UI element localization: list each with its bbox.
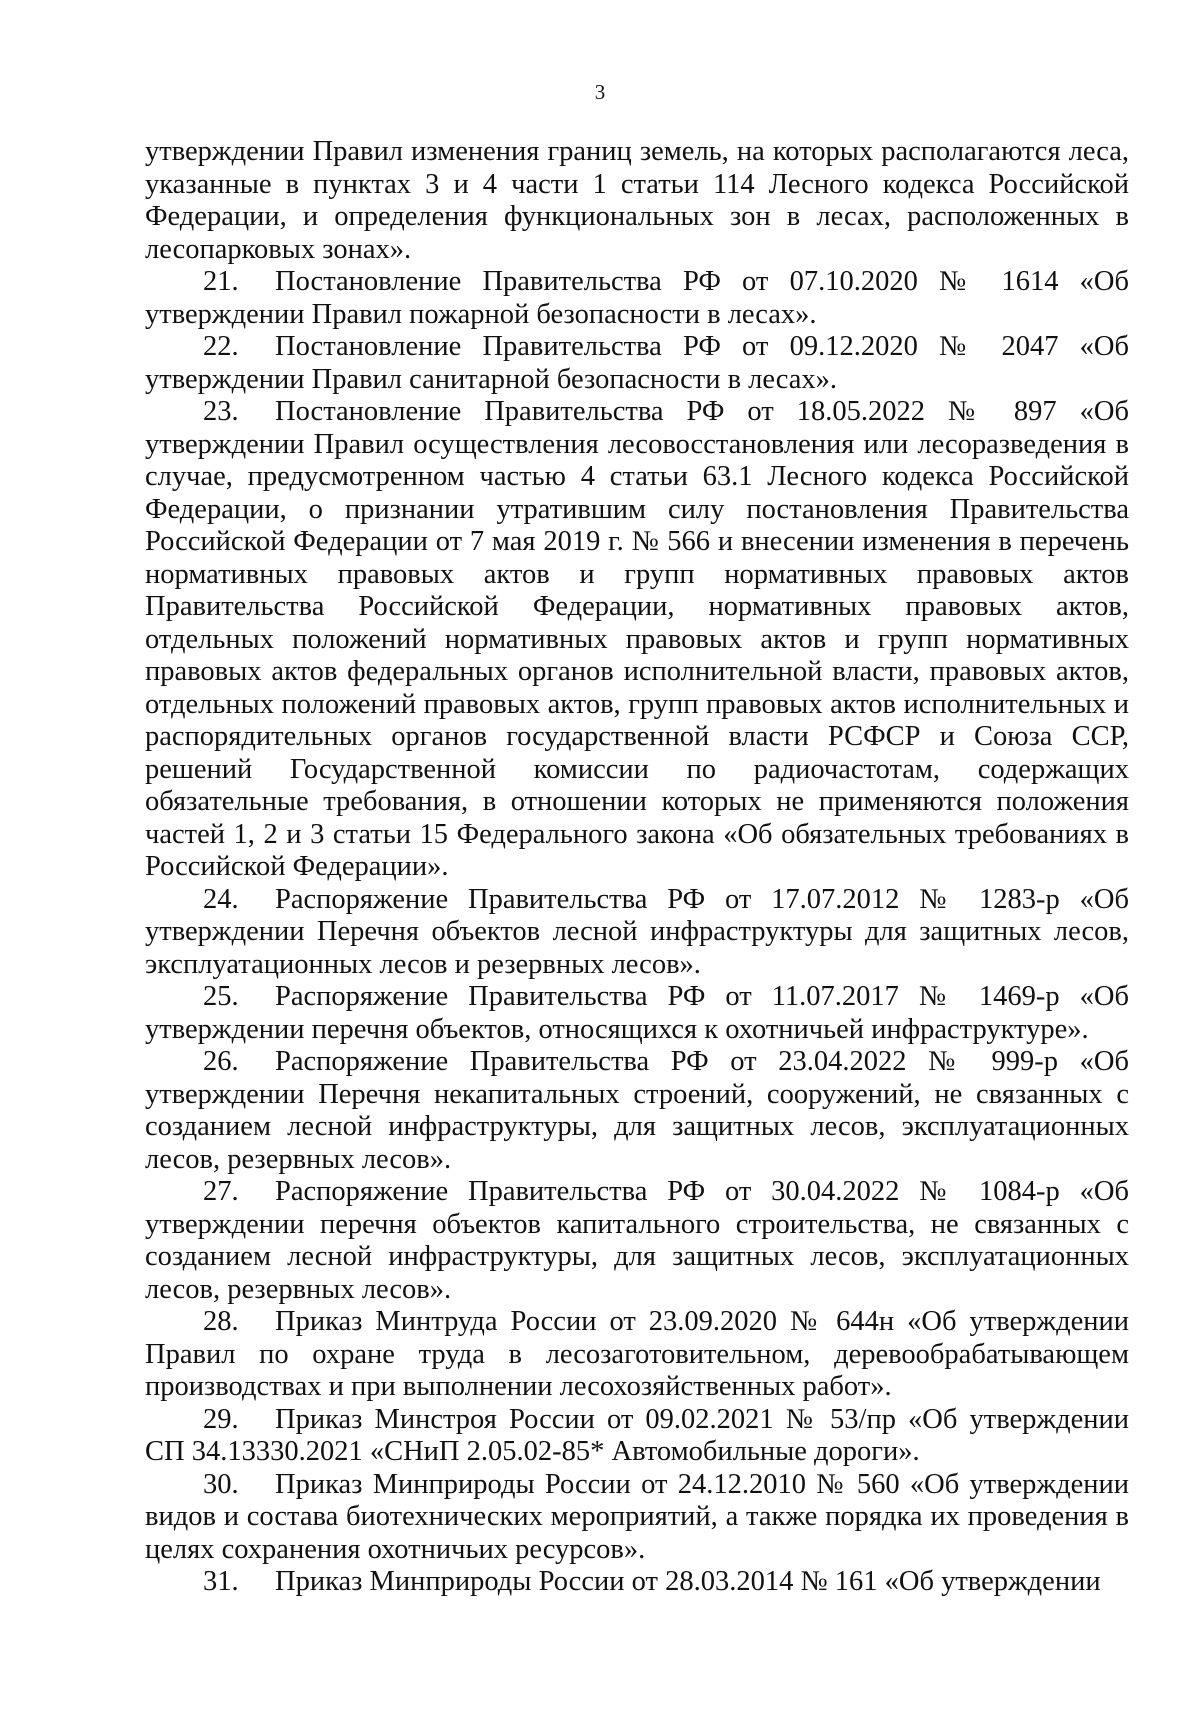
list-item	[145, 396, 1129, 884]
item-number: 31.	[203, 1566, 239, 1597]
item-text: Постановление Правительства РФ от 07.10.2020 № 1614 «Об утверждении Правил пожарной безопасности в лесах».	[145, 266, 1129, 330]
item-text: Приказ Минстроя России от 09.02.2021 № 53/пр «Об утверждении СП 34.13330.2021 «СНиП 2.05.02-85* Автомобильные дороги».	[145, 1403, 1129, 1467]
item-text: Постановление Правительства РФ от 18.05.2022 № 897 «Об утверждении Правил осуществления лесовосстановления или лесоразведения в случае, предусмотренном частью 4 статьи 63.1 Лесного кодекса Российской Федерации, о признании утратившим силу постановления Правительства Российской Федерации от 7 мая 2019 г. № 566 и внесении изменения в перечень нормативных правовых актов и групп нормативных правовых актов Правительства Российской Федерации, нормативных правовых актов, отдельных положений нормативных правовых актов и групп нормативных правовых актов федеральных органов исполнительной власти, правовых актов, отдельных положений правовых актов, групп правовых актов исполнительных и распорядительных органов государственной власти РСФСР и Союза ССР, решений Государственной комиссии по радиочастотам, содержащих обязательные требования, в отношении которых не применяются положения частей 1, 2 и 3 статьи 15 Федерального закона «Об обязательных требованиях в Российской Федерации».	[145, 396, 1129, 882]
list-item	[145, 1176, 1129, 1306]
list-item	[145, 266, 1129, 331]
item-text: Распоряжение Правительства РФ от 30.04.2022 № 1084-р «Об утверждении перечня объектов капитального строительства, не связанных с созданием лесной инфраструктуры, для защитных лесов, эксплуатационных лесов, резервных лесов».	[145, 1176, 1129, 1305]
item-number: 21.	[203, 266, 239, 297]
item-number: 27.	[203, 1176, 239, 1207]
item-number: 29.	[203, 1403, 239, 1435]
item-text: Приказ Минприроды России от 28.03.2014 № 161 «Об утверждении	[275, 1566, 1101, 1597]
item-number: 22.	[203, 331, 239, 362]
list-item	[145, 884, 1129, 982]
list-item	[145, 1566, 1129, 1599]
item-number: 23.	[203, 396, 239, 427]
list-item	[145, 1469, 1129, 1567]
continuation-paragraph: утверждении Правил изменения границ земель, на которых располагаются леса, указанные в пунктах 3 и 4 части 1 статьи 114 Лесного кодекса Российской Федерации, и определения функциональных зон в лесах, расположенных в лесопарковых зонах».	[145, 136, 1129, 265]
item-number: 24.	[203, 883, 239, 915]
list-item	[145, 981, 1129, 1046]
item-text: Приказ Минприроды России от 24.12.2010 № 560 «Об утверждении видов и состава биотехнических мероприятий, а также порядка их проведения в целях сохранения охотничьих ресурсов».	[145, 1468, 1129, 1565]
list-item	[145, 1404, 1129, 1469]
item-text: Постановление Правительства РФ от 09.12.2020 № 2047 «Об утверждении Правил санитарной безопасности в лесах».	[145, 331, 1129, 395]
list-item	[145, 331, 1129, 396]
item-number: 25.	[203, 981, 239, 1012]
item-text: Приказ Минтруда России от 23.09.2020 № 644н «Об утверждении Правил по охране труда в лесозаготовительном, деревообрабатывающем производствах и при выполнении лесохозяйственных работ».	[145, 1306, 1129, 1402]
document-body	[145, 136, 1129, 1599]
list-item	[145, 1306, 1129, 1404]
item-text: Распоряжение Правительства РФ от 23.04.2022 № 999-р «Об утверждении Перечня некапитальных строений, сооружений, не связанных с созданием лесной инфраструктуры, для защитных лесов, эксплуатационных лесов, резервных лесов».	[145, 1046, 1129, 1175]
item-number: 26.	[203, 1046, 239, 1077]
item-text: Распоряжение Правительства РФ от 11.07.2017 № 1469-р «Об утверждении перечня объектов, относящихся к охотничьей инфраструктуре».	[145, 981, 1129, 1045]
item-number: 30.	[203, 1468, 239, 1500]
page-number: 3	[594, 80, 606, 104]
item-text: Распоряжение Правительства РФ от 17.07.2012 № 1283-р «Об утверждении Перечня объектов лесной инфраструктуры для защитных лесов, эксплуатационных лесов и резервных лесов».	[145, 883, 1129, 980]
item-number: 28.	[203, 1306, 239, 1337]
list-item	[145, 1046, 1129, 1176]
